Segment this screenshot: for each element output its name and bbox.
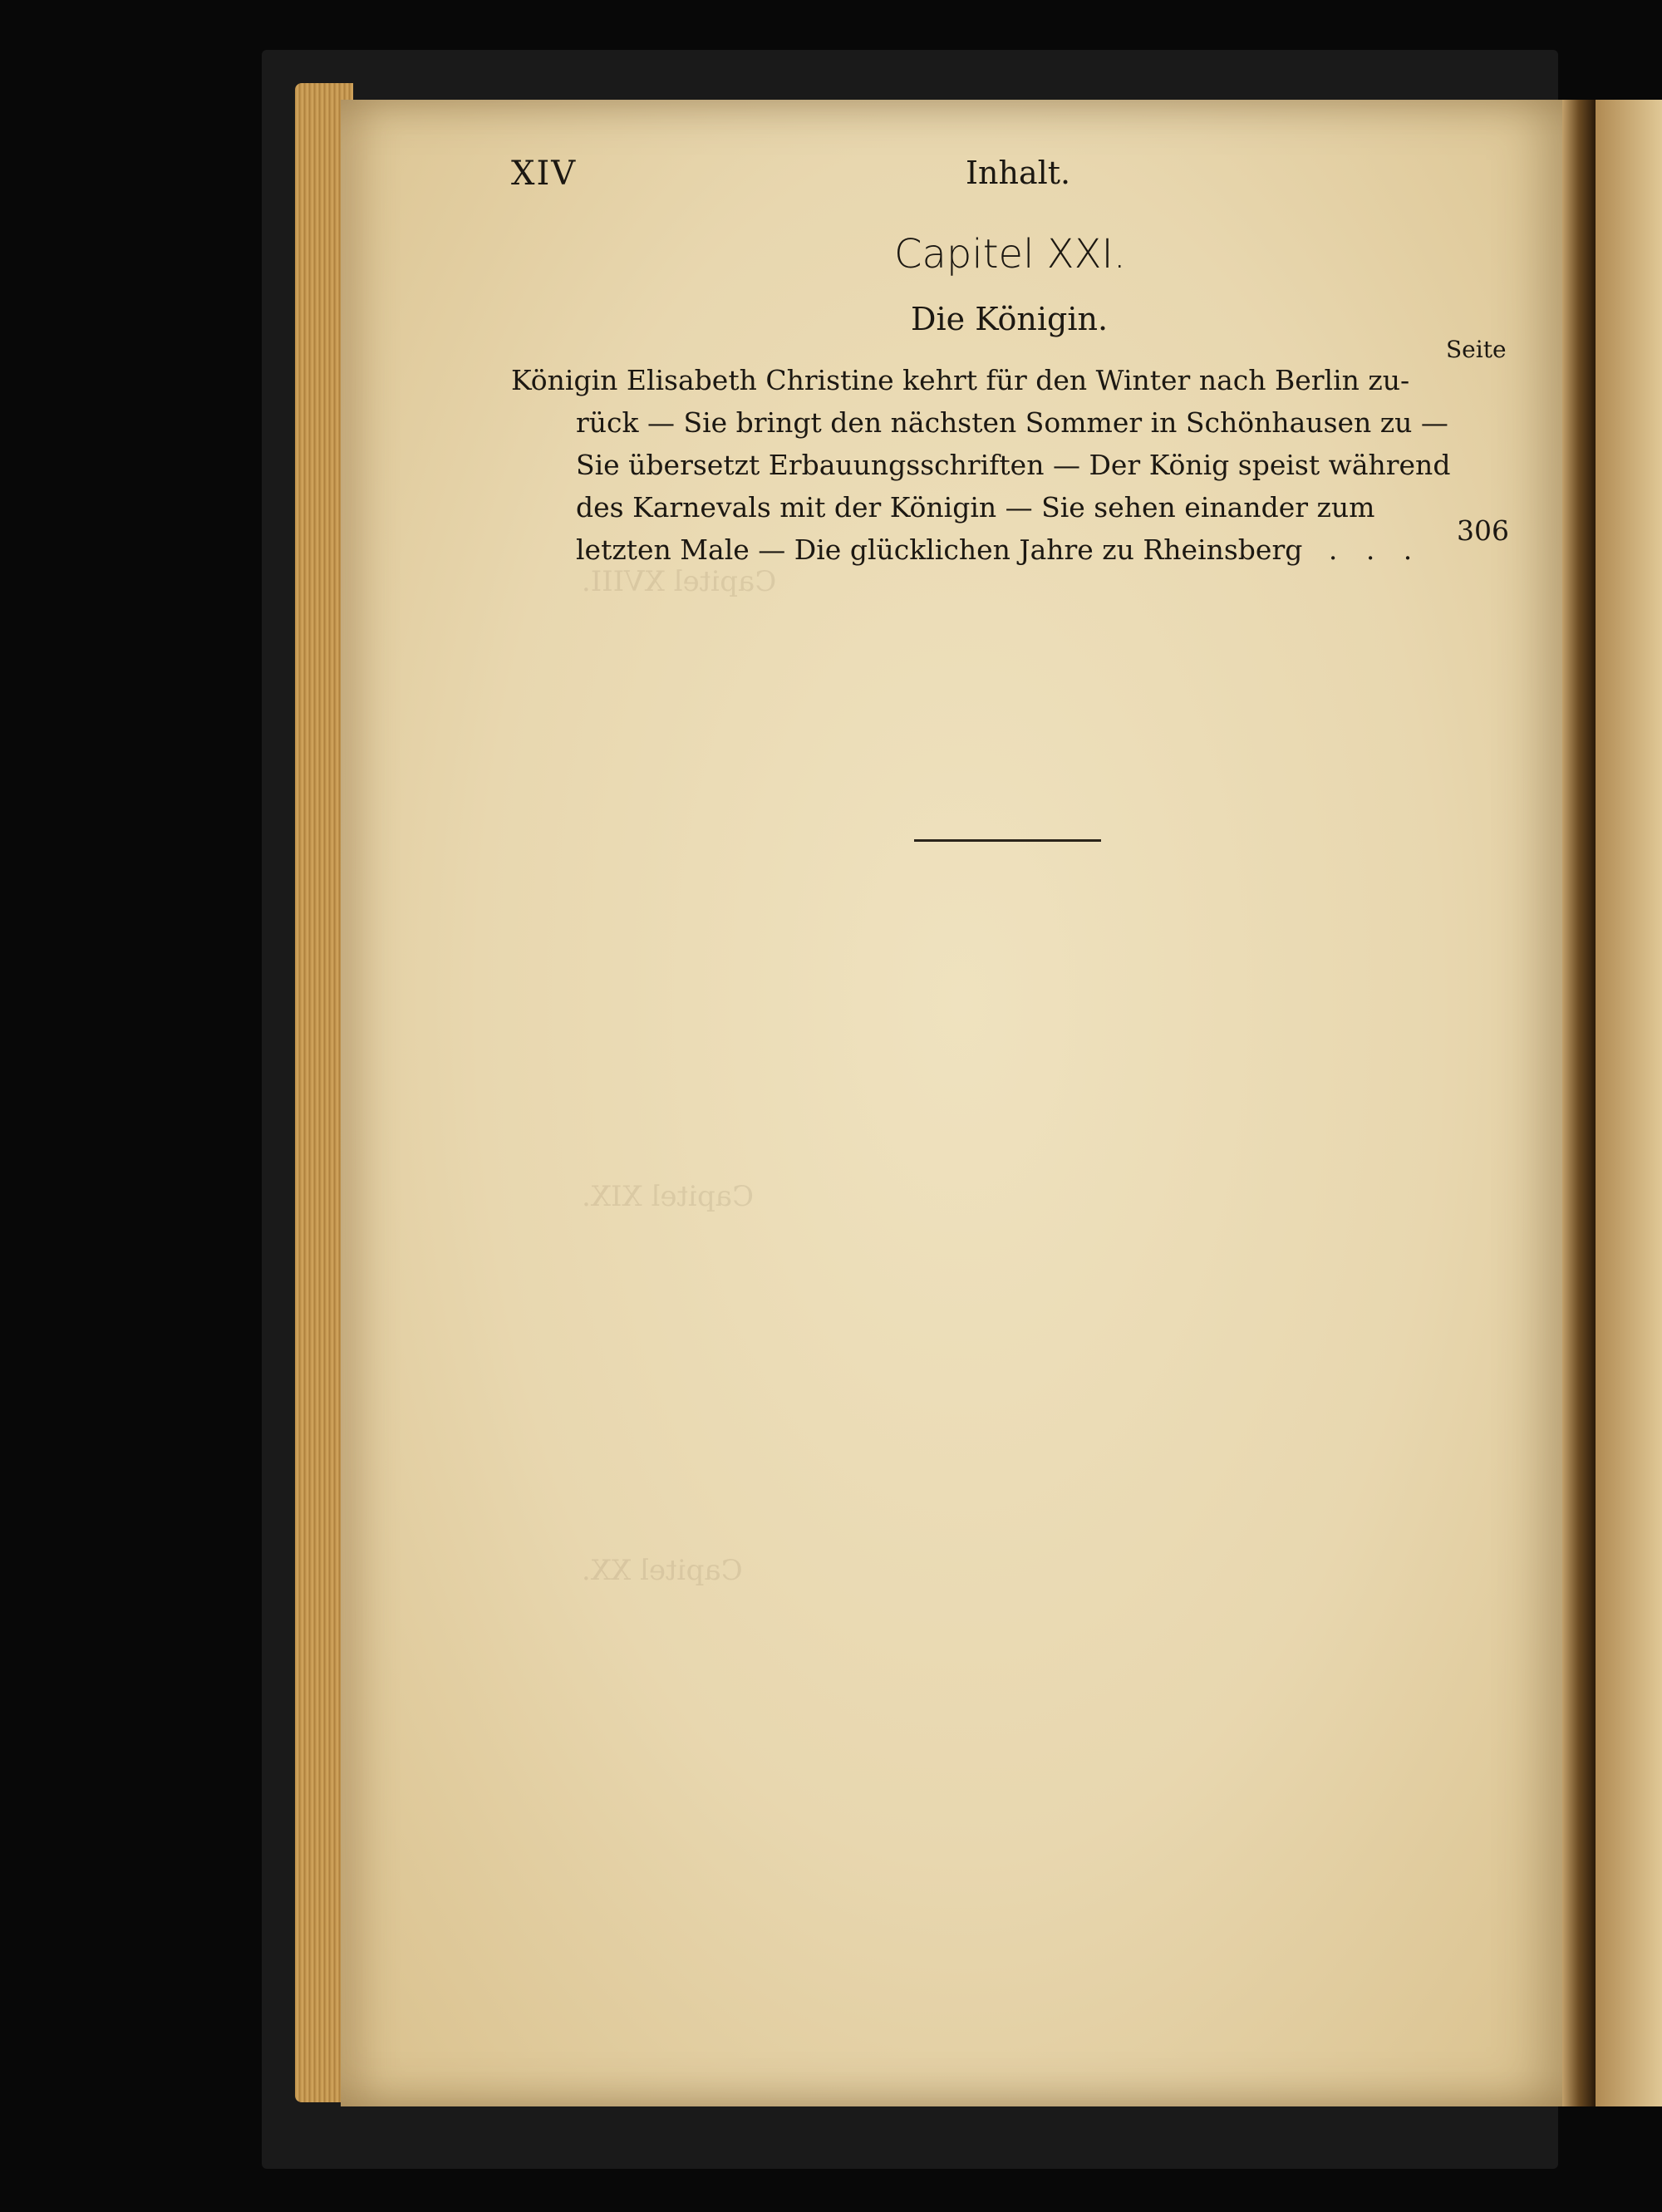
summary-line-last bbox=[511, 528, 1442, 571]
page-number-roman: XIV bbox=[511, 155, 578, 193]
running-title: Inhalt. bbox=[966, 155, 1071, 191]
facing-page-edge bbox=[1596, 100, 1662, 2106]
dot-leaders: . . . bbox=[1328, 533, 1423, 566]
seite-label: Seite bbox=[1446, 336, 1507, 363]
book-gutter bbox=[1562, 100, 1596, 2106]
chapter-summary bbox=[511, 359, 1451, 571]
show-through-text: Capitel XVIII. bbox=[582, 565, 777, 598]
chapter-page-number: 306 bbox=[1457, 514, 1509, 547]
chapter-title: Capitel XXI. bbox=[894, 231, 1126, 278]
show-through-text: Capitel XIX. bbox=[582, 1180, 755, 1213]
section-divider bbox=[914, 839, 1101, 842]
summary-line: des Karnevals mit der Königin — Sie sehen einander zum bbox=[576, 491, 1375, 524]
chapter-subtitle: Die Königin. bbox=[911, 301, 1109, 337]
summary-line-text: letzten Male — Die glücklichen Jahre zu Rheinsberg bbox=[576, 533, 1303, 566]
summary-line: Sie übersetzt Erbauungsschriften — Der König speist während bbox=[576, 449, 1451, 481]
summary-line: rück — Sie bringt den nächsten Sommer in Schönhausen zu — bbox=[576, 406, 1448, 439]
summary-line: Königin Elisabeth Christine kehrt für den Winter nach Berlin zu- bbox=[511, 364, 1410, 396]
show-through-text: Capitel XX. bbox=[582, 1554, 743, 1587]
